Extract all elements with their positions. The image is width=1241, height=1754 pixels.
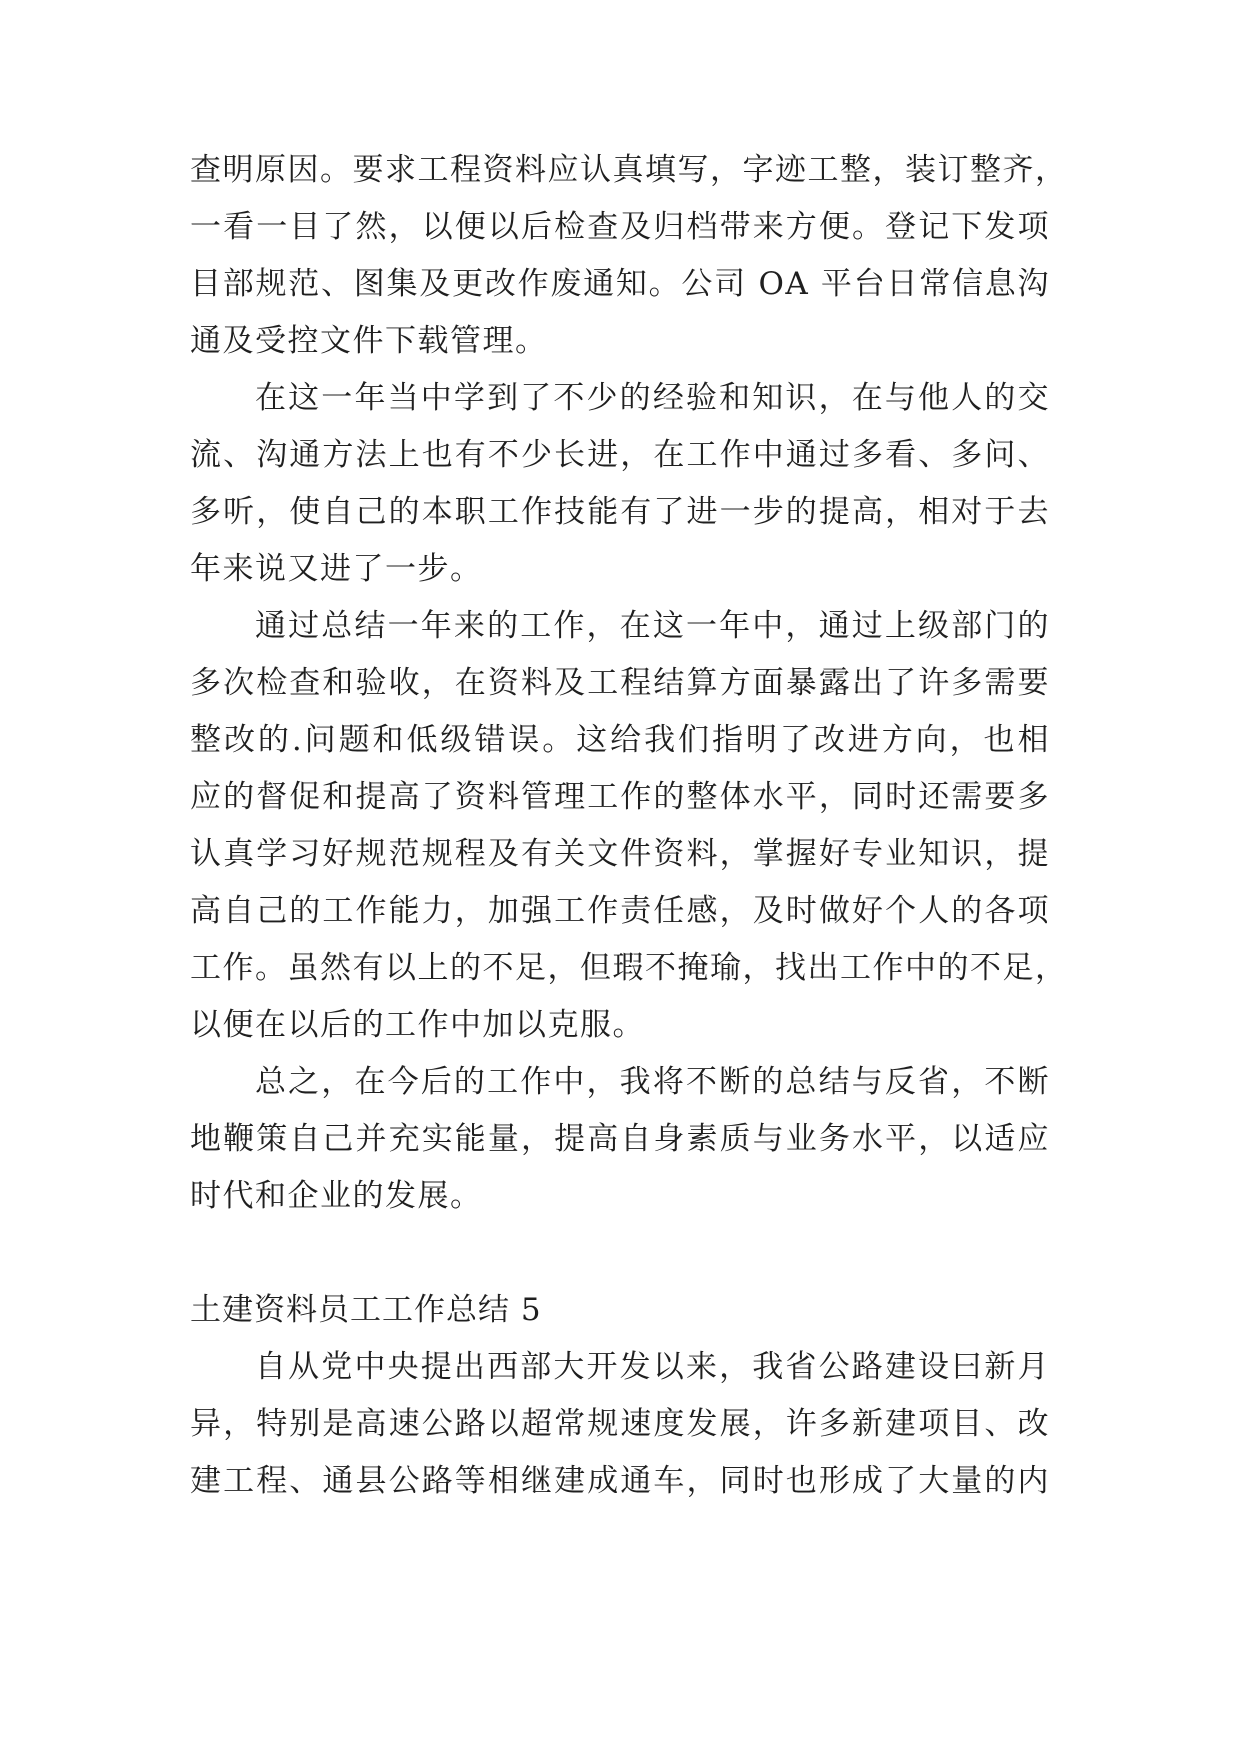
paragraph-3-line-6: 高自己的工作能力，加强工作责任感，及时做好个人的各项 [190,893,1050,929]
paragraph-3-line-5: 认真学习好规范规程及有关文件资料，掌握好专业知识，提 [190,836,1050,872]
paragraph-4-line-1: 总之，在今后的工作中，我将不断的总结与反省，不断 [255,1064,1050,1100]
section-heading: 土建资料员工工作总结 5 [190,1292,542,1328]
paragraph-2-line-3: 多听，使自己的本职工作技能有了进一步的提高，相对于去 [190,494,1050,530]
paragraph-3-line-1: 通过总结一年来的工作，在这一年中，通过上级部门的 [255,608,1050,644]
paragraph-2-line-4: 年来说又进了一步。 [190,551,483,587]
paragraph-2-line-2: 流、沟通方法上也有不少长进，在工作中通过多看、多问、 [190,437,1050,473]
paragraph-2-line-1: 在这一年当中学到了不少的经验和知识，在与他人的交 [255,380,1050,416]
paragraph-3-line-3: 整改的.问题和低级错误。这给我们指明了改进方向，也相 [190,722,1050,758]
paragraph-1-line-2: 一看一目了然，以便以后检查及归档带来方便。登记下发项 [190,209,1050,245]
paragraph-3-line-7: 工作。虽然有以上的不足，但瑕不掩瑜，找出工作中的不足， [190,950,1068,986]
paragraph-3-line-8: 以便在以后的工作中加以克服。 [190,1007,645,1043]
paragraph-4-line-2: 地鞭策自己并充实能量，提高自身素质与业务水平，以适应 [190,1121,1050,1157]
paragraph-3-line-2: 多次检查和验收，在资料及工程结算方面暴露出了许多需要 [190,665,1050,701]
paragraph-1-line-4: 通及受控文件下载管理。 [190,323,548,359]
paragraph-5-line-1: 自从党中央提出西部大开发以来，我省公路建设曰新月 [255,1349,1050,1385]
paragraph-3-line-4: 应的督促和提高了资料管理工作的整体水平，同时还需要多 [190,779,1050,815]
paragraph-1-line-3: 目部规范、图集及更改作废通知。公司 OA 平台日常信息沟 [190,266,1050,302]
paragraph-1-line-1: 查明原因。要求工程资料应认真填写，字迹工整，装订整齐， [190,152,1068,188]
paragraph-5-line-2: 异，特别是高速公路以超常规速度发展，许多新建项目、改 [190,1406,1050,1442]
paragraph-5-line-3: 建工程、通县公路等相继建成通车，同时也形成了大量的内 [190,1463,1050,1499]
paragraph-4-line-3: 时代和企业的发展。 [190,1178,483,1214]
